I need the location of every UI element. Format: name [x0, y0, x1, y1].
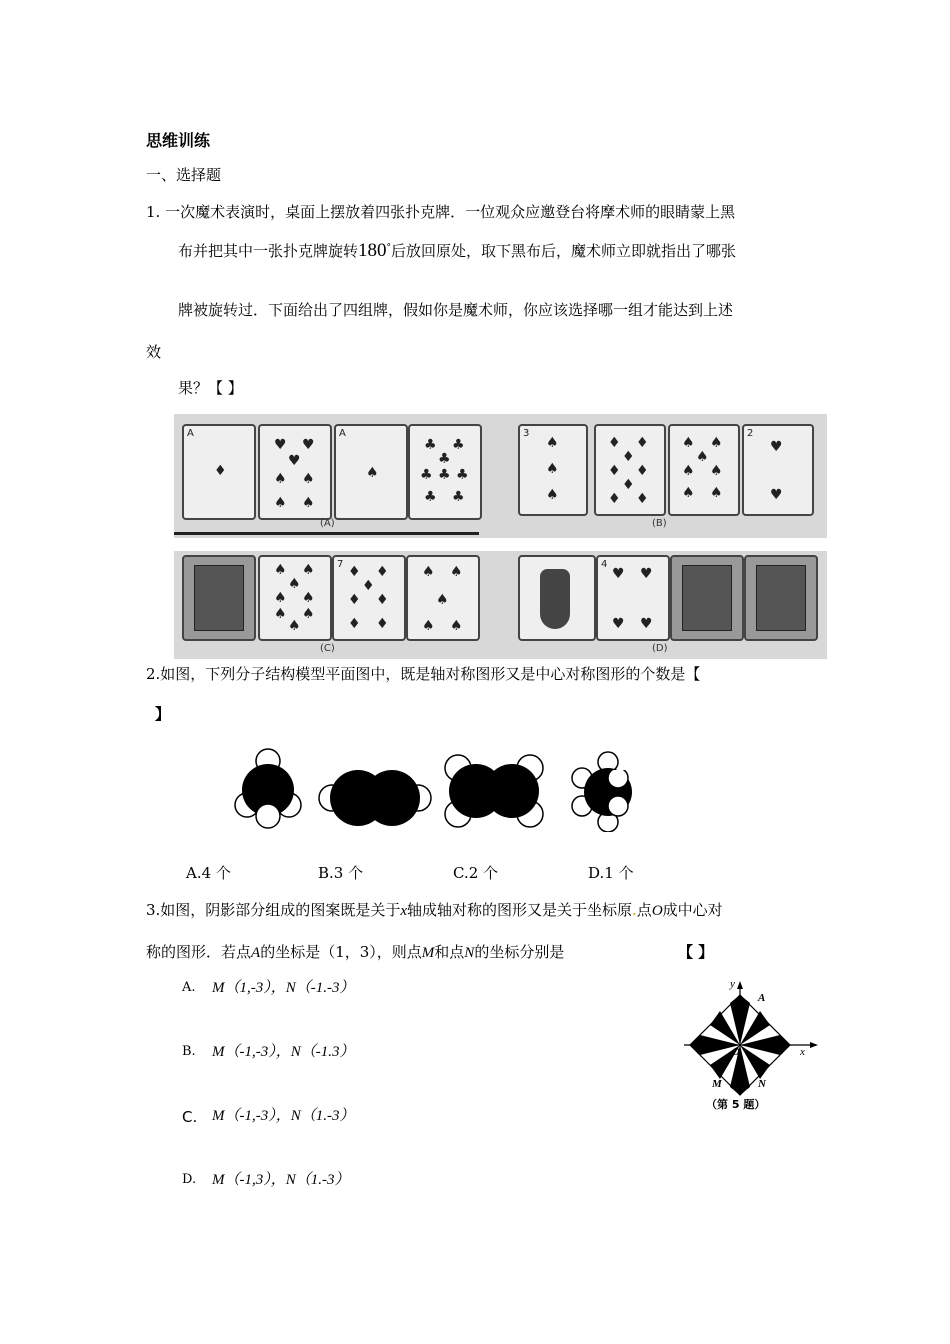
- diamond-pip: ♦: [214, 463, 227, 479]
- q1-line2b: 后放回原处，取下黑布后，魔术师立即就指出了哪张: [391, 242, 737, 260]
- card-a4: ♣ ♣ ♣ ♣ ♣ ♣ ♣ ♣: [408, 424, 482, 520]
- card-c3: 7 ♦ ♦ ♦ ♦ ♦ ♦ ♦: [332, 555, 406, 641]
- q1-line2a: 布并把其中一张扑克牌旋转: [178, 242, 359, 260]
- card-c4: ♠ ♠ ♠ ♠ ♠: [406, 555, 480, 641]
- card-c2: ♠ ♠ ♠ ♠ ♠ ♠ ♠ ♠: [258, 555, 332, 641]
- mermaid-figure: [540, 569, 570, 629]
- card-a2: ♥ ♥ ♥ ♠ ♠ ♠ ♠: [258, 424, 332, 520]
- heading: 思维训练: [146, 131, 211, 150]
- card-rank-mark: A: [187, 428, 194, 439]
- q3-option-b-letter: B.: [182, 1044, 196, 1059]
- var-x: x: [400, 903, 407, 919]
- molecule-4-right-atoms: [590, 770, 638, 830]
- molecule-2: [319, 770, 431, 826]
- q2-line1: 2.如图，下列分子结构模型平面图中，既是轴对称图形又是中心对称图形的个数是【: [146, 665, 701, 683]
- fig-label-m: M: [712, 1078, 722, 1090]
- card-a1: [182, 424, 256, 520]
- q3-option-c: M（-1,-3），N（1.-3）: [212, 1108, 355, 1124]
- group-label-b: (B): [652, 518, 667, 529]
- var-a: A: [251, 945, 261, 961]
- card-a3: A ♠: [334, 424, 408, 520]
- q2-line2: 】: [155, 705, 171, 723]
- cards-image-cd: [174, 551, 827, 659]
- q3-option-c-letter: C.: [182, 1108, 198, 1126]
- fig-label-a: A: [758, 992, 766, 1004]
- card-d4: [744, 555, 818, 641]
- var-n: N: [464, 945, 475, 961]
- q2-option-d: D.1 个: [588, 864, 634, 882]
- fig-label-o: O: [732, 1046, 740, 1058]
- q3-option-d-letter: D.: [182, 1172, 197, 1187]
- q1-line5: 果？【 】: [178, 379, 243, 397]
- q3-line1: 3.如图，阴影部分组成的图案既是关于x轴成轴对称的图形又是关于坐标原.点O成中心对: [146, 901, 723, 919]
- card-b2: ♦ ♦ ♦ ♦ ♦ ♦ ♦ ♦: [594, 424, 666, 516]
- card-b1: 3 ♠ ♠ ♠: [518, 424, 588, 516]
- spade-pip: ♠: [366, 465, 379, 481]
- q1-line1: 1. 一次魔术表演时，桌面上摆放着四张扑克牌．一位观众应邀登台将摩术师的眼睛蒙上黑: [146, 203, 736, 221]
- divider-rule: [174, 532, 479, 535]
- q1-line3: 牌被旋转过．下面给出了四组牌，假如你是魔术师，你应该选择哪一组才能达到上述: [178, 301, 734, 319]
- q3-answer-bracket: 【 】: [678, 943, 714, 961]
- group-label-c: (C): [320, 643, 335, 654]
- q2-option-c: C.2 个: [453, 864, 499, 882]
- q2-option-a: A.4 个: [186, 864, 231, 882]
- group-label-a: (A): [320, 518, 335, 529]
- card-d3: [670, 555, 744, 641]
- coordinate-pattern-figure: [678, 975, 828, 1115]
- q3-stray-dot: .: [632, 901, 637, 919]
- q3-option-a: M（1,-3），N（-1.-3）: [212, 980, 355, 996]
- fig-label-n: N: [758, 1078, 766, 1090]
- molecule-1: [235, 749, 301, 828]
- heart-pip: ♥: [770, 439, 783, 455]
- q1-line4: 效: [146, 343, 162, 361]
- molecule-models-figure: [228, 748, 638, 832]
- card-d1: [518, 555, 596, 641]
- molecule-3: [445, 755, 543, 827]
- q3-option-a-letter: A.: [182, 980, 196, 995]
- y-axis-arrow-icon: [737, 981, 743, 989]
- face-card-figure: [194, 565, 244, 631]
- card-b3: ♠ ♠ ♠ ♠ ♠ ♠ ♠: [668, 424, 740, 516]
- fig-label-x: x: [800, 1046, 805, 1058]
- group-label-d: (D): [652, 643, 668, 654]
- card-d2: 4 ♥ ♥ ♥ ♥: [596, 555, 670, 641]
- q1-angle-unit: °: [386, 243, 392, 253]
- var-m: M: [421, 945, 435, 961]
- q2-option-b: B.3 个: [318, 864, 364, 882]
- x-axis-arrow-icon: [810, 1042, 818, 1048]
- var-o: O: [651, 903, 663, 919]
- q3-option-d: M（-1,3），N（1.-3）: [212, 1172, 350, 1188]
- q3-option-b: M（-1,-3），N（-1.3）: [212, 1044, 355, 1060]
- fig-caption: （第 5 题）: [706, 1098, 766, 1111]
- cards-image-ab: [174, 414, 827, 538]
- section-title: 一、选择题: [146, 166, 222, 184]
- fig-label-y: y: [730, 978, 735, 990]
- card-c1: [182, 555, 256, 641]
- q1-angle: 180: [358, 240, 387, 261]
- card-b4: 2 ♥ ♥: [742, 424, 814, 516]
- q3-line2: 称的图形．若点A的坐标是（1，3），则点M和点N的坐标分别是: [146, 943, 565, 961]
- q1-line2: [178, 240, 736, 262]
